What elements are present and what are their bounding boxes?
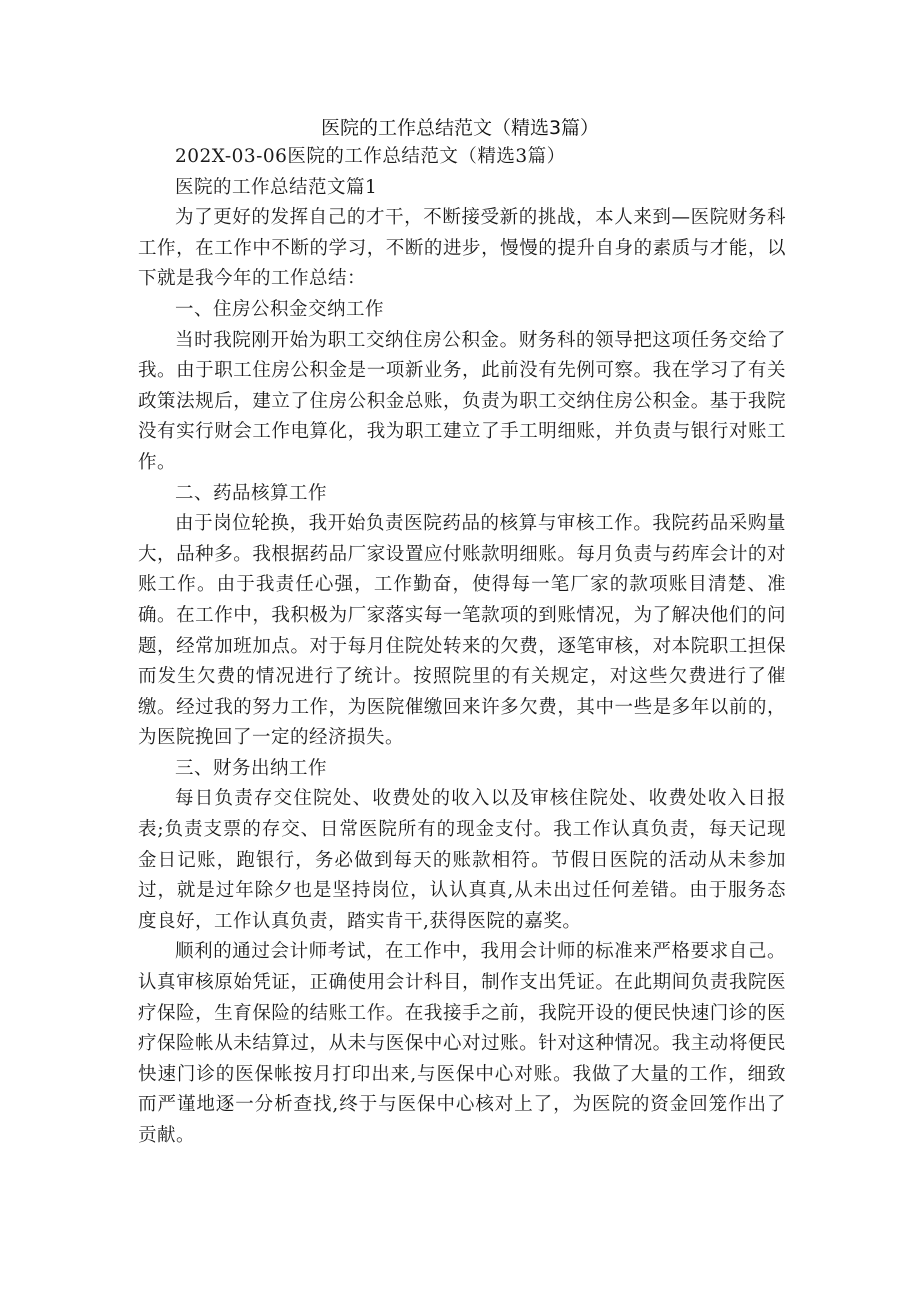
section-heading: 二、药品核算工作	[175, 482, 328, 504]
document-date-line: 202X-03-06医院的工作总结范文（精选3篇）	[175, 146, 566, 167]
paragraph: 每日负责存交住院处、收费处的收入以及审核住院处、收费处收入日报表;负责支票的存交、日常医院所有的现金支付。我工作认真负责，每天记现金日记账，跑银行，务必做到每天的账款相符。节假日医院的活动从未参加过，就是过年除夕也是坚持岗位，认认真真,从未出过任何差错。由于服务态度良好，工作认真负责，踏实肯干,获得医院的嘉奖。	[138, 788, 786, 932]
paragraph: 顺利的通过会计师考试，在工作中，我用会计师的标准来严格要求自己。认真审核原始凭证，正确使用会计科目，制作支出凭证。在此期间负责我院医疗保险，生育保险的结账工作。在我接手之前，我院开设的便民快速门诊的医疗保险帐从未结算过，从未与医保中心对过账。针对这种情况。我主动将便民快速门诊的医保帐按月打印出来,与医保中心对账。我做了大量的工作，细致而严谨地逐一分析查找,终于与医保中心核对上了，为医院的资金回笼作出了贡献。	[138, 941, 786, 1146]
document-body	[138, 142, 786, 1152]
paragraph: 由于岗位轮换，我开始负责医院药品的核算与审核工作。我院药品采购量大，品种多。我根据药品厂家设置应付账款明细账。每月负责与药库会计的对账工作。由于我责任心强，工作勤奋，使得每一笔厂家的款项账目清楚、准确。在工作中，我积极为厂家落实每一笔款项的到账情况，为了解决他们的问题，经常加班加点。对于每月住院处转来的欠费，逐笔审核，对本院职工担保而发生欠费的情况进行了统计。按照院里的有关规定，对这些欠费进行了催缴。经过我的努力工作，为医院催缴回来许多欠费，其中一些是多年以前的，为医院挽回了一定的经济损失。	[138, 513, 786, 749]
paragraph: 为了更好的发挥自己的才干，不断接受新的挑战，本人来到—医院财务科工作，在工作中不断的学习，不断的进步，慢慢的提升自身的素质与才能，以下就是我今年的工作总结：	[138, 207, 786, 290]
section-heading: 医院的工作总结范文篇1	[175, 176, 378, 198]
document-title: 医院的工作总结范文（精选3篇）	[320, 117, 600, 139]
paragraph: 当时我院刚开始为职工交纳住房公积金。财务科的领导把这项任务交给了我。由于职工住房公积金是一项新业务，此前没有先例可察。我在学习了有关政策法规后，建立了住房公积金总账，负责为职工交纳住房公积金。基于我院没有实行财会工作电算化，我为职工建立了手工明细账，并负责与银行对账工作。	[138, 329, 786, 473]
section-heading: 一、住房公积金交纳工作	[175, 298, 385, 320]
section-heading: 三、财务出纳工作	[175, 757, 328, 779]
